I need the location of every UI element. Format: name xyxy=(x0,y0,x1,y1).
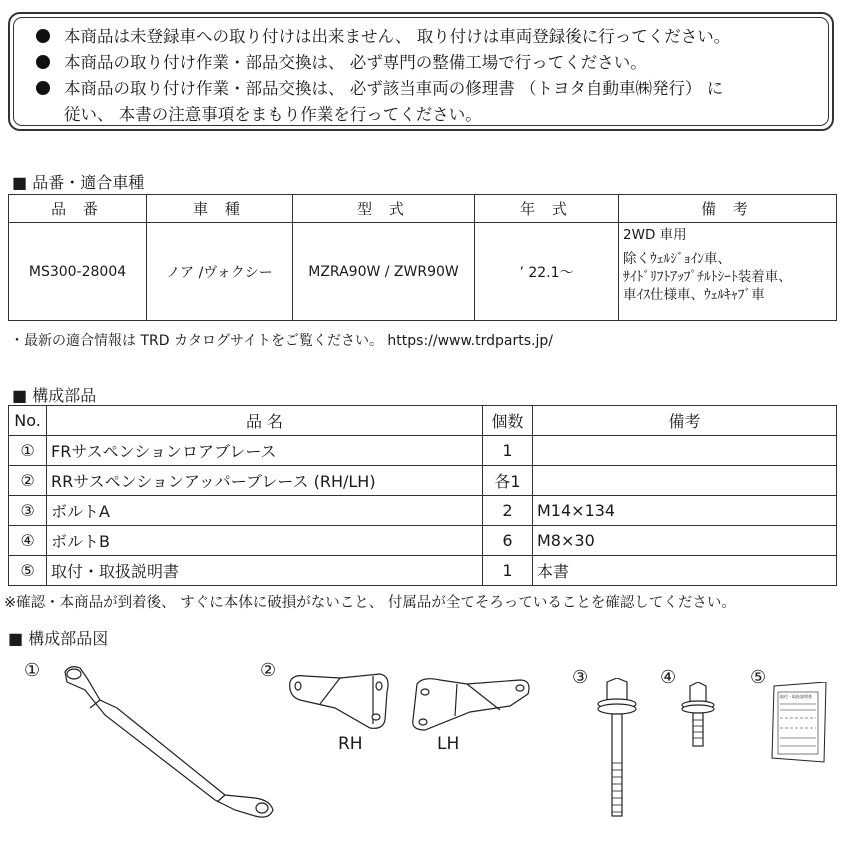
caution-line xyxy=(36,102,828,128)
name: ボルトB xyxy=(47,526,483,556)
qty: 1 xyxy=(483,556,533,586)
remarks xyxy=(533,436,837,466)
caution-text: 本商品の取り付け作業・部品交換は、 必ず専門の整備工場で行ってください。 xyxy=(64,53,647,72)
col-remarks: 備 考 xyxy=(619,195,837,223)
name: FRサスペンションロアブレース xyxy=(47,436,483,466)
parts-note: ※確認・本商品が到着後、 すぐに本体に破損がないこと、 付属品が全てそろっていることを確認してください。 xyxy=(4,595,736,611)
parts-heading: ■ 構成部品 xyxy=(12,386,97,405)
label-1: ① xyxy=(24,660,41,681)
table-row xyxy=(9,556,837,586)
col-vehicle: 車 種 xyxy=(147,195,293,223)
table-row xyxy=(9,526,837,556)
caution-text: 本商品は未登録車への取り付けは出来ません、 取り付けは車両登録後に行ってください。 xyxy=(64,27,731,46)
name: 取付・取扱説明書 xyxy=(47,556,483,586)
qty: 各1 xyxy=(483,466,533,496)
caution-box xyxy=(8,12,834,131)
table-row xyxy=(9,466,837,496)
parts-table xyxy=(8,405,837,586)
caution-text: 本商品の取り付け作業・部品交換は、 必ず該当車両の修理書 （トヨタ自動車㈱発行） に xyxy=(64,79,724,98)
col-name: 品 名 xyxy=(47,406,483,436)
label-3: ③ xyxy=(572,667,589,688)
bullet-icon xyxy=(36,55,50,69)
caution-text: 従い、 本書の注意事項をまもり作業を行ってください。 xyxy=(64,105,482,124)
caution-line xyxy=(36,24,828,50)
remarks xyxy=(619,223,837,321)
bolt-a-illustration xyxy=(595,678,640,823)
table-row xyxy=(9,223,837,321)
year: ’ 22.1～ xyxy=(475,223,619,321)
remark-line: ｻｲﾄﾞﾘﾌﾄｱｯﾌﾟﾁﾙﾄｼｰﾄ装着車、 xyxy=(623,269,792,285)
model: MZRA90W / ZWR90W xyxy=(293,223,475,321)
no: ③ xyxy=(9,496,47,526)
label-2: ② xyxy=(260,660,277,681)
caution-line xyxy=(36,76,828,102)
remarks: M8×30 xyxy=(533,526,837,556)
table-row xyxy=(9,496,837,526)
lower-brace-illustration xyxy=(55,660,285,820)
qty: 6 xyxy=(483,526,533,556)
diagram-heading: ■ 構成部品図 xyxy=(8,629,109,648)
col-year: 年 式 xyxy=(475,195,619,223)
no: ① xyxy=(9,436,47,466)
fitment-table xyxy=(8,194,837,321)
remarks: 本書 xyxy=(533,556,837,586)
table-row xyxy=(9,436,837,466)
remark-line: 除くｳｪﾙｼﾞｮｲﾝ車、 xyxy=(623,251,731,267)
remark-line: 2WD 車用 xyxy=(623,227,687,243)
fitment-heading: ■ 品番・適合車種 xyxy=(12,173,145,192)
bolt-b-illustration xyxy=(678,682,718,752)
no: ② xyxy=(9,466,47,496)
remarks: M14×134 xyxy=(533,496,837,526)
rh-label: RH xyxy=(338,734,363,754)
instruction-manual-illustration xyxy=(768,682,828,764)
lh-label: LH xyxy=(437,734,460,754)
col-part-no: 品 番 xyxy=(9,195,147,223)
part-no: MS300-28004 xyxy=(9,223,147,321)
manual-title: 取付・取扱説明書 xyxy=(780,694,812,699)
fitment-note: ・最新の適合情報は TRD カタログサイトをご覧ください。 https://www.trdparts.jp/ xyxy=(10,333,553,349)
bullet-icon xyxy=(36,81,50,95)
col-no: No. xyxy=(9,406,47,436)
qty: 1 xyxy=(483,436,533,466)
vehicle: ノア /ヴォクシー xyxy=(147,223,293,321)
col-qty: 個数 xyxy=(483,406,533,436)
remark-line: 車ｲｽ仕様車、ｳｪﾙｷｬﾌﾞ車 xyxy=(623,287,765,303)
upper-brace-rh-illustration xyxy=(285,672,395,732)
label-4: ④ xyxy=(660,667,677,688)
name: RRサスペンションアッパーブレース (RH/LH) xyxy=(47,466,483,496)
name: ボルトA xyxy=(47,496,483,526)
label-5: ⑤ xyxy=(750,667,767,688)
no: ⑤ xyxy=(9,556,47,586)
bullet-icon xyxy=(36,29,50,43)
qty: 2 xyxy=(483,496,533,526)
upper-brace-lh-illustration xyxy=(405,672,535,732)
no: ④ xyxy=(9,526,47,556)
caution-line xyxy=(36,50,828,76)
col-model: 型 式 xyxy=(293,195,475,223)
col-remarks: 備考 xyxy=(533,406,837,436)
remarks xyxy=(533,466,837,496)
